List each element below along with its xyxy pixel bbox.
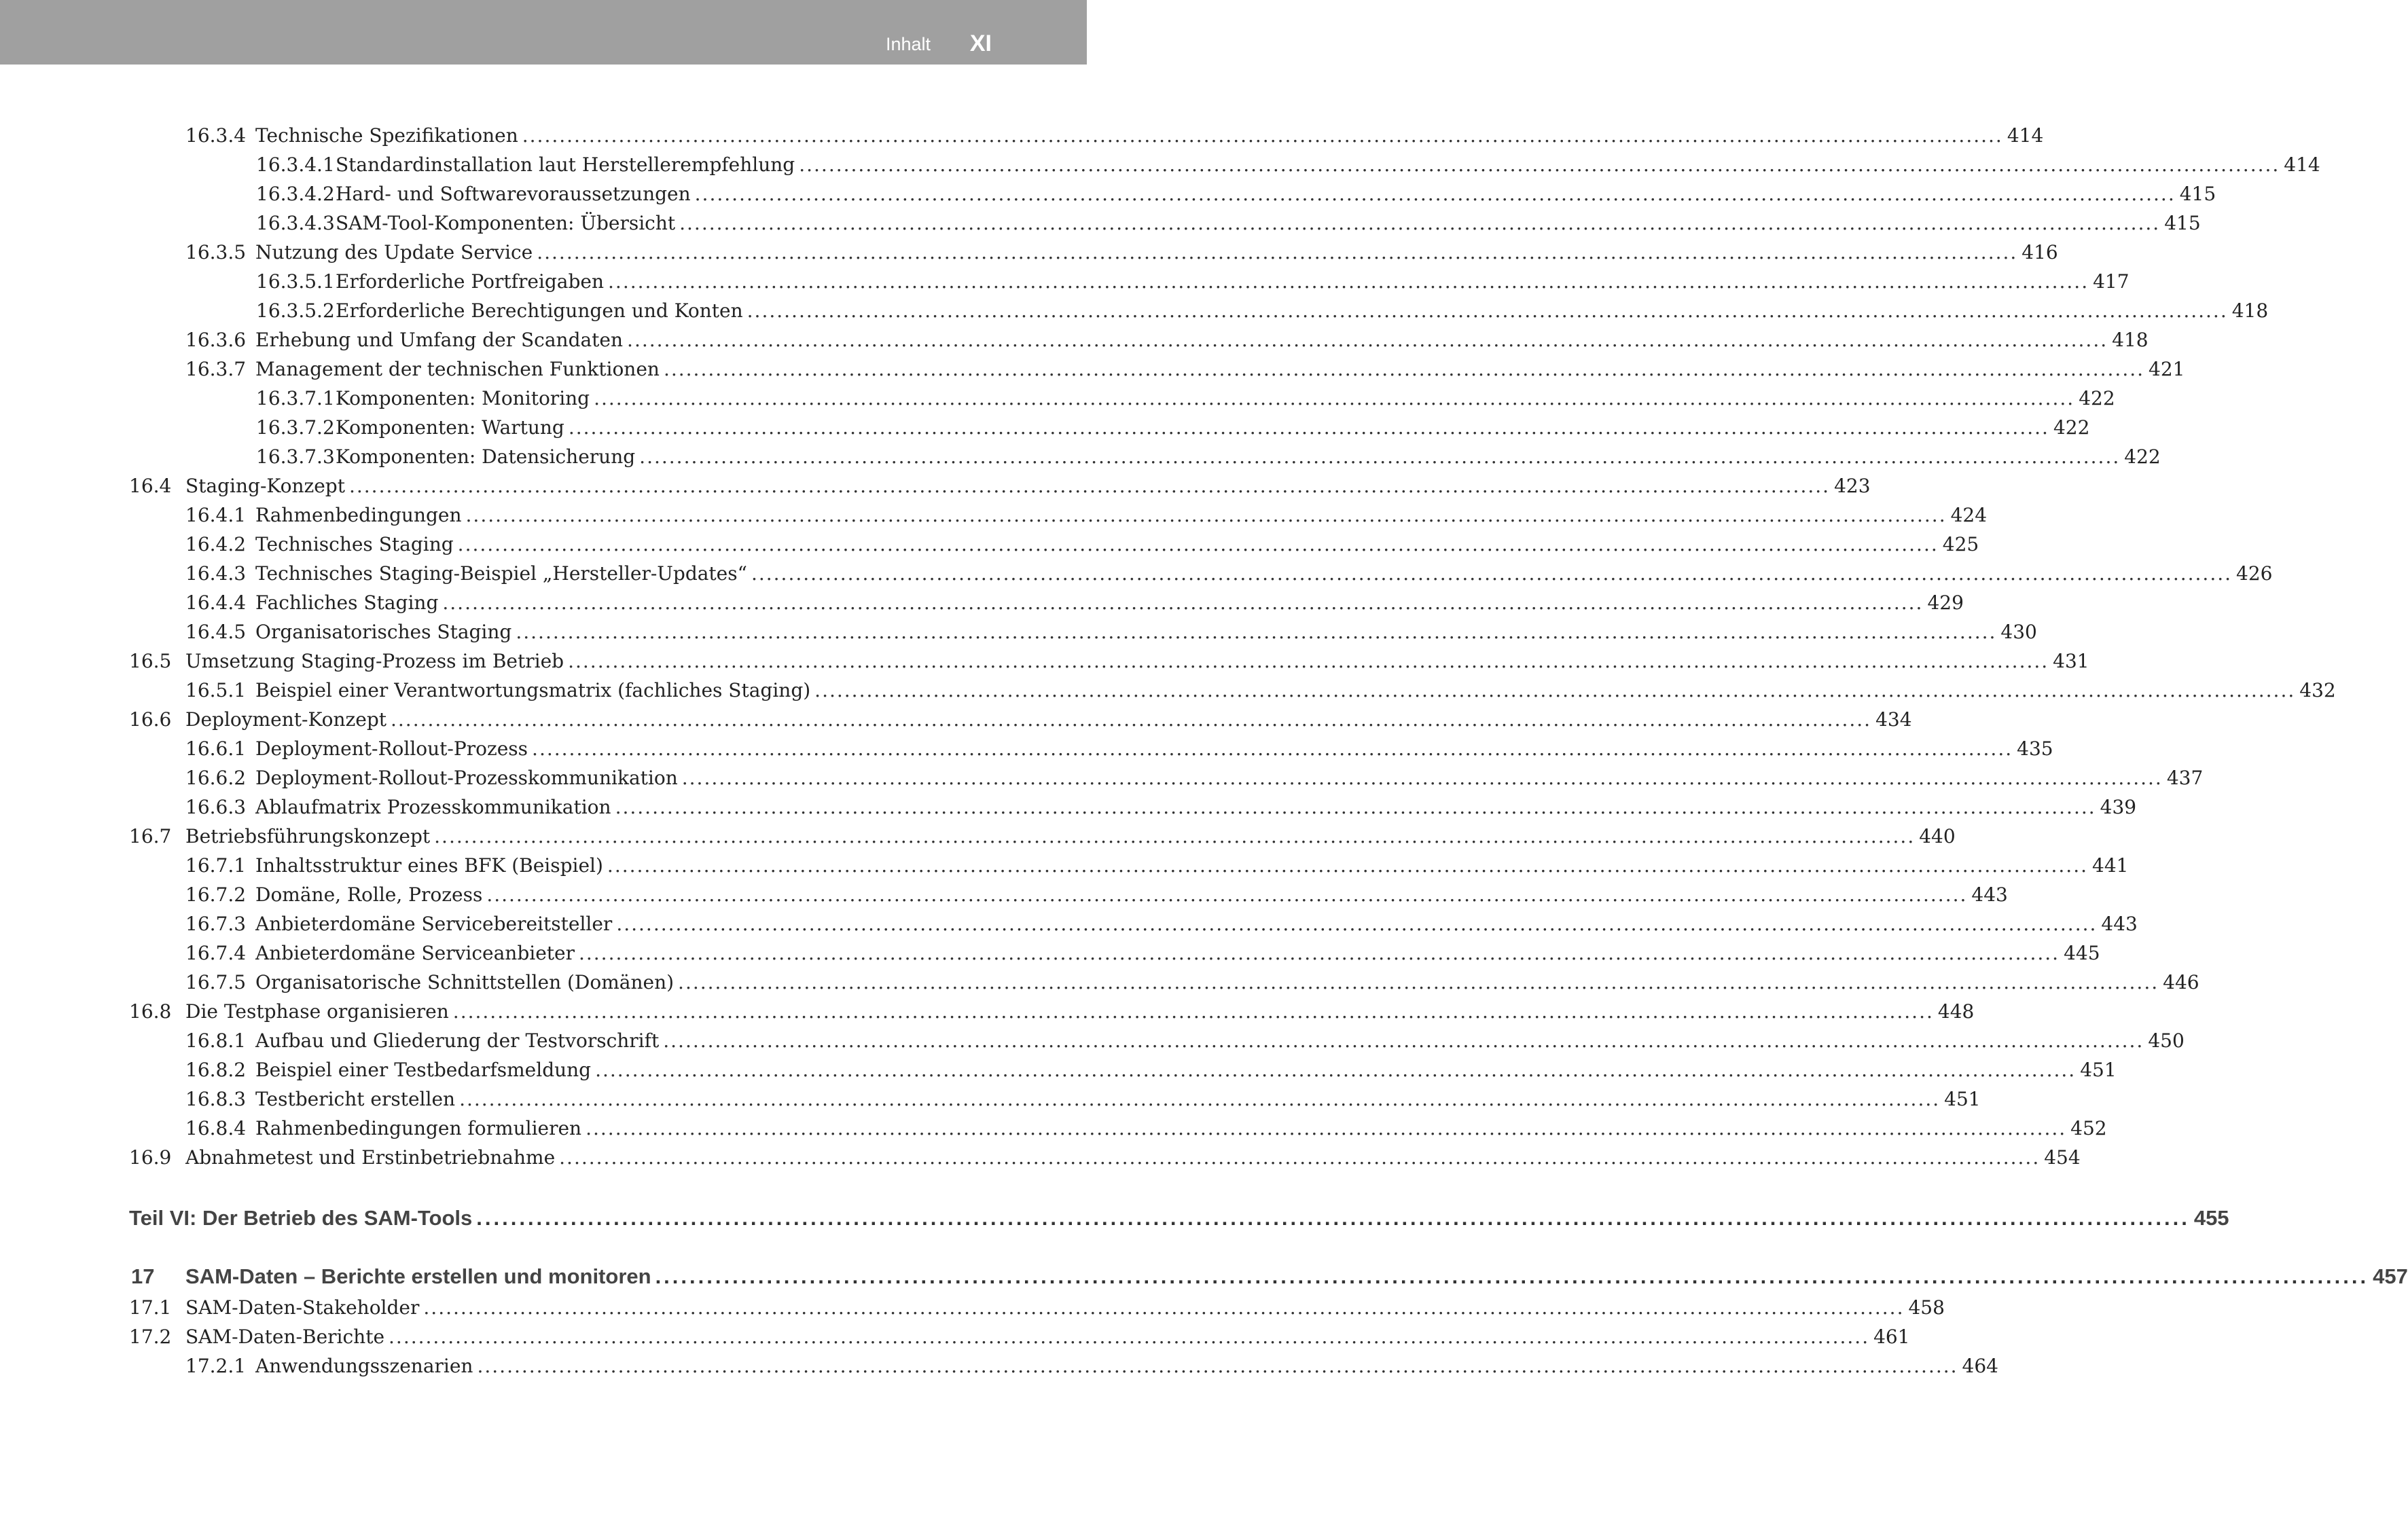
toc-entry (185, 238, 2058, 267)
toc-leader: ........................................................................................................................................................................................................ (516, 621, 1997, 643)
toc-number: 16.3.4.2 (256, 183, 335, 205)
toc-page: 454 (2044, 1146, 2081, 1169)
toc-title: Komponenten: Wartung (336, 416, 564, 439)
toc-title: Nutzung des Update Service (255, 241, 533, 263)
toc-number: 16.4.3 (185, 562, 247, 585)
toc-number: 16.8.4 (185, 1117, 247, 1139)
toc-leader: ........................................................................................................................................................................................................ (568, 416, 2049, 439)
toc-page: 457 (2373, 1264, 2408, 1288)
toc-page: 415 (2179, 183, 2216, 205)
toc-number: 16.7 (129, 825, 172, 847)
toc-page: 451 (1944, 1088, 1981, 1110)
toc-page: 418 (2231, 299, 2269, 322)
toc-title: Betriebsführungskonzept (185, 825, 431, 847)
toc-page: 417 (2093, 270, 2130, 293)
toc-title: Standardinstallation laut Herstellerempfehlung (336, 153, 795, 176)
toc-number: 16.6 (129, 708, 172, 731)
toc-title: Fachliches Staging (255, 591, 439, 614)
toc-number: 16.7.5 (185, 971, 247, 993)
toc-leader: ........................................................................................................................................................................................................ (681, 767, 2163, 789)
toc-number: 16.7.4 (185, 942, 247, 964)
toc-leader: ........................................................................................................................................................................................................ (457, 533, 1939, 555)
toc-leader: ........................................................................................................................................................................................................ (595, 1059, 2077, 1081)
toc-leader: ........................................................................................................................................................................................................ (476, 1206, 2190, 1230)
toc-entry (129, 1322, 1910, 1351)
toc-number: 16.8.1 (185, 1029, 247, 1052)
toc-title: Abnahmetest und Erstinbetriebnahme (185, 1146, 556, 1169)
toc-page: 455 (2193, 1206, 2229, 1230)
toc-title: Technisches Staging-Beispiel „Hersteller-Updates“ (255, 562, 747, 585)
toc-leader: ........................................................................................................................................................................................................ (594, 387, 2075, 409)
toc-number: 16.4 (129, 475, 172, 497)
toc-leader: ........................................................................................................................................................................................................ (459, 1088, 1941, 1110)
toc-number: 16.3.4 (185, 124, 247, 147)
toc-page: 435 (2017, 737, 2053, 760)
toc-chapter-heading (129, 1262, 2408, 1291)
toc-page: 422 (2079, 387, 2115, 409)
toc-entry (185, 792, 2137, 822)
toc-title: Anbieterdomäne Serviceanbieter (255, 942, 575, 964)
toc-leader: ........................................................................................................................................................................................................ (391, 708, 1872, 731)
toc-entry (185, 1351, 1998, 1381)
toc-entry (129, 646, 2089, 676)
toc-title: Inhaltsstruktur eines BFK (Beispiel) (255, 854, 603, 877)
toc-title: Ablaufmatrix Prozesskommunikation (255, 796, 611, 818)
toc-leader: ........................................................................................................................................................................................................ (568, 650, 2049, 672)
toc-page: 414 (2284, 153, 2320, 176)
toc-leader: ........................................................................................................................................................................................................ (616, 913, 2098, 935)
toc-entry (185, 1114, 2107, 1143)
header-page-number: XI (969, 31, 992, 56)
toc-title: Deployment-Konzept (185, 708, 387, 731)
toc-number: 17.1 (129, 1296, 172, 1319)
toc-page: 450 (2148, 1029, 2185, 1052)
toc-number: 16.3.7 (185, 358, 247, 380)
toc-entry (256, 442, 2161, 471)
toc-number: 16.8.3 (185, 1088, 247, 1110)
toc-leader: ........................................................................................................................................................................................................ (578, 942, 2060, 964)
toc-entry (185, 851, 2129, 880)
toc-entry (256, 150, 2320, 179)
toc-title: Erhebung und Umfang der Scandaten (255, 329, 624, 351)
toc-entry (256, 267, 2130, 296)
toc-title: Anwendungsszenarien (255, 1355, 473, 1377)
toc-entry (185, 121, 2044, 150)
toc-title: Komponenten: Datensicherung (336, 445, 636, 468)
toc-leader: ........................................................................................................................................................................................................ (389, 1326, 1870, 1348)
toc-leader: ........................................................................................................................................................................................................ (655, 1264, 2369, 1288)
toc-entry (256, 179, 2216, 208)
toc-page: 418 (2112, 329, 2149, 351)
toc-leader: ........................................................................................................................................................................................................ (477, 1355, 1958, 1377)
toc-page: 458 (1908, 1296, 1945, 1319)
toc-number: 16.3.4.1 (256, 153, 335, 176)
toc-title: Aufbau und Gliederung der Testvorschrift (255, 1029, 660, 1052)
toc-leader: ........................................................................................................................................................................................................ (465, 504, 1947, 526)
toc-number: 16.3.4.3 (256, 212, 335, 234)
toc-number: 16.4.2 (185, 533, 247, 555)
toc-entry (256, 384, 2115, 413)
toc-title: Anbieterdomäne Servicebereitsteller (255, 913, 613, 935)
toc-leader: ........................................................................................................................................................................................................ (442, 591, 1924, 614)
toc-title: Staging-Konzept (185, 475, 345, 497)
toc-number: 16.3.5.1 (256, 270, 335, 293)
toc-page: 421 (2149, 358, 2185, 380)
toc-title: Hard- und Softwarevoraussetzungen (336, 183, 691, 205)
toc-entry (185, 909, 2138, 938)
toc-leader: ........................................................................................................................................................................................................ (608, 270, 2089, 293)
toc-leader: ........................................................................................................................................................................................................ (639, 445, 2121, 468)
toc-number: 16.3.7.3 (256, 445, 335, 468)
toc-page: 434 (1875, 708, 1912, 731)
toc-leader: ........................................................................................................................................................................................................ (814, 679, 2296, 701)
toc-title: Teil VI: Der Betrieb des SAM-Tools (129, 1206, 473, 1230)
toc-leader: ........................................................................................................................................................................................................ (423, 1296, 1905, 1319)
toc-page: 430 (2000, 621, 2037, 643)
toc-number: 17 (131, 1264, 155, 1288)
toc-leader: ........................................................................................................................................................................................................ (679, 212, 2161, 234)
toc-page: 439 (2100, 796, 2137, 818)
toc-leader: ........................................................................................................................................................................................................ (586, 1117, 2067, 1139)
toc-page: 429 (1927, 591, 1964, 614)
toc-leader: ........................................................................................................................................................................................................ (452, 1000, 1934, 1023)
toc-entry (185, 500, 1988, 530)
toc-page: 414 (2007, 124, 2044, 147)
toc-title: SAM-Daten-Berichte (185, 1326, 385, 1348)
toc-page: 443 (2101, 913, 2138, 935)
toc-entry (256, 296, 2269, 325)
toc-entry (185, 1055, 2117, 1084)
toc-entry (185, 1084, 1981, 1114)
toc-page: 422 (2124, 445, 2161, 468)
toc-number: 16.3.5.2 (256, 299, 335, 322)
toc-title: SAM-Daten-Stakeholder (185, 1296, 420, 1319)
toc-title: Deployment-Rollout-Prozess (255, 737, 528, 760)
toc-number: 16.5.1 (185, 679, 247, 701)
toc-leader: ........................................................................................................................................................................................................ (663, 358, 2145, 380)
toc-page: 422 (2053, 416, 2090, 439)
toc-title: Deployment-Rollout-Prozesskommunikation (255, 767, 678, 789)
toc-leader: ........................................................................................................................................................................................................ (747, 299, 2228, 322)
toc-entry (256, 413, 2090, 442)
toc-leader: ........................................................................................................................................................................................................ (678, 971, 2159, 993)
toc-number: 17.2 (129, 1326, 172, 1348)
toc-page: 446 (2163, 971, 2199, 993)
toc-number: 16.6.1 (185, 737, 247, 760)
toc-entry (185, 617, 2037, 646)
toc-number: 16.9 (129, 1146, 172, 1169)
toc-page: 416 (2021, 241, 2058, 263)
toc-number: 16.4.4 (185, 591, 247, 614)
toc-title: Management der technischen Funktionen (255, 358, 660, 380)
toc-entry (129, 822, 1956, 851)
toc-leader: ........................................................................................................................................................................................................ (607, 854, 2088, 877)
toc-page: 440 (1919, 825, 1956, 847)
toc-page: 445 (2064, 942, 2100, 964)
toc-leader: ........................................................................................................................................................................................................ (559, 1146, 2041, 1169)
toc-entry (185, 676, 2336, 705)
toc-title: Domäne, Rolle, Prozess (255, 883, 483, 906)
toc-page: 464 (1962, 1355, 1998, 1377)
toc-leader: ........................................................................................................................................................................................................ (694, 183, 2176, 205)
toc-leader: ........................................................................................................................................................................................................ (537, 241, 2018, 263)
toc-entry (185, 1026, 2185, 1055)
toc-title: SAM-Tool-Komponenten: Übersicht (336, 212, 676, 234)
toc-number: 16.5 (129, 650, 172, 672)
toc-page: 426 (2236, 562, 2273, 585)
toc-entry (129, 1143, 2081, 1172)
toc-entry (185, 968, 2199, 997)
toc-leader: ........................................................................................................................................................................................................ (751, 562, 2233, 585)
toc-title: Organisatorisches Staging (255, 621, 512, 643)
toc-number: 16.3.6 (185, 329, 247, 351)
toc-number: 16.3.7.1 (256, 387, 335, 409)
toc-number: 16.6.2 (185, 767, 247, 789)
toc-entry (185, 354, 2185, 384)
toc-leader: ........................................................................................................................................................................................................ (627, 329, 2108, 351)
toc-page: 425 (1942, 533, 1979, 555)
toc-entry (185, 734, 2053, 763)
toc-number: 17.2.1 (185, 1355, 247, 1377)
toc-entry (129, 1293, 1945, 1322)
toc-number: 16.3.5 (185, 241, 247, 263)
toc-title: SAM-Daten – Berichte erstellen und monitoren (185, 1264, 651, 1288)
toc-title: Die Testphase organisieren (185, 1000, 449, 1023)
toc-number: 16.7.3 (185, 913, 247, 935)
toc-entry (185, 530, 1979, 559)
toc-title: Erforderliche Portfreigaben (336, 270, 605, 293)
toc-title: Beispiel einer Testbedarfsmeldung (255, 1059, 592, 1081)
toc-title: Beispiel einer Verantwortungsmatrix (fachliches Staging) (255, 679, 811, 701)
toc-title: Umsetzung Staging-Prozess im Betrieb (185, 650, 564, 672)
toc-part-heading (129, 1203, 2229, 1232)
toc-title: Organisatorische Schnittstellen (Domänen) (255, 971, 675, 993)
toc-entry (129, 997, 1975, 1026)
toc-leader: ........................................................................................................................................................................................................ (348, 475, 1831, 497)
toc-leader: ........................................................................................................................................................................................................ (486, 883, 1968, 906)
toc-page: 448 (1937, 1000, 1975, 1023)
toc-number: 16.4.5 (185, 621, 247, 643)
running-header (0, 0, 1087, 65)
toc-number: 16.8 (129, 1000, 172, 1023)
toc-leader: ........................................................................................................................................................................................................ (532, 737, 2013, 760)
toc-entry (185, 559, 2273, 588)
toc-number: 16.8.2 (185, 1059, 247, 1081)
toc-leader: ........................................................................................................................................................................................................ (799, 153, 2280, 176)
toc-number: 16.3.7.2 (256, 416, 335, 439)
toc-number: 16.7.2 (185, 883, 247, 906)
toc-page: 437 (2166, 767, 2204, 789)
toc-page: 431 (2053, 650, 2089, 672)
toc-title: Technisches Staging (255, 533, 454, 555)
toc-entry (185, 325, 2149, 354)
toc-page: 441 (2092, 854, 2129, 877)
toc-leader: ........................................................................................................................................................................................................ (663, 1029, 2144, 1052)
toc-page: 443 (1971, 883, 2008, 906)
toc-leader: ........................................................................................................................................................................................................ (615, 796, 2096, 818)
toc-number: 16.4.1 (185, 504, 247, 526)
header-section-label: Inhalt (885, 34, 931, 54)
toc-number: 16.6.3 (185, 796, 247, 818)
toc-leader: ........................................................................................................................................................................................................ (522, 124, 2003, 147)
toc-page: 415 (2164, 212, 2201, 234)
toc-page: 424 (1950, 504, 1988, 526)
toc-title: Komponenten: Monitoring (336, 387, 590, 409)
toc-entry (185, 588, 1964, 617)
toc-entry (256, 208, 2201, 238)
toc-number: 16.7.1 (185, 854, 247, 877)
toc-page: 461 (1873, 1326, 1910, 1348)
toc-entry (185, 938, 2100, 968)
toc-title: Technische Spezifikationen (255, 124, 518, 147)
toc-entry (129, 705, 1912, 734)
toc-title: Rahmenbedingungen (255, 504, 462, 526)
toc-page: 432 (2299, 679, 2336, 701)
toc-title: Rahmenbedingungen formulieren (255, 1117, 582, 1139)
toc-entry (129, 471, 1871, 500)
toc-page: 452 (2070, 1117, 2107, 1139)
toc-page: 451 (2080, 1059, 2117, 1081)
toc-entry (185, 763, 2204, 792)
toc-title: Testbericht erstellen (255, 1088, 456, 1110)
toc-entry (185, 880, 2008, 909)
toc-title: Erforderliche Berechtigungen und Konten (336, 299, 743, 322)
toc-leader: ........................................................................................................................................................................................................ (434, 825, 1916, 847)
toc-page: 423 (1834, 475, 1871, 497)
